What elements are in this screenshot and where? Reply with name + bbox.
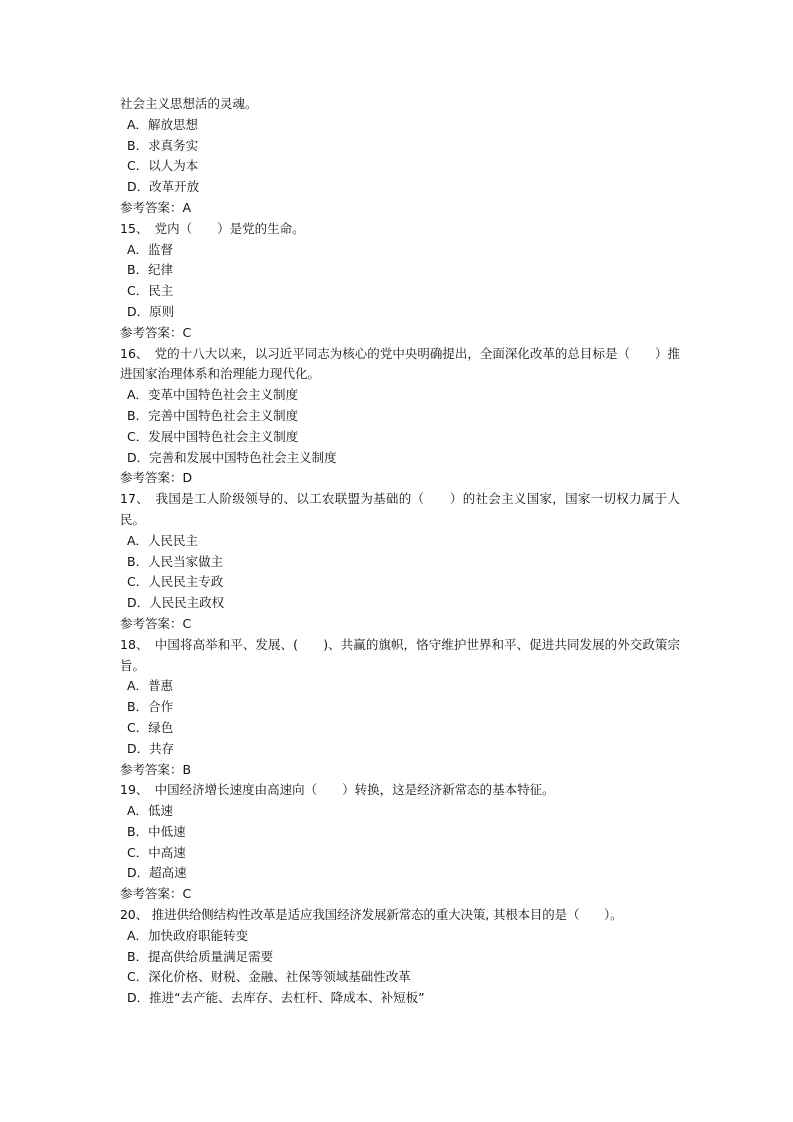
answer-line: 参考答案：C xyxy=(120,324,192,340)
question-stem-18: 18、 中国将高举和平、发展、( )、共赢的旗帜，恪守维护世界和平、促进共同发展的外交政策宗旨。 xyxy=(120,636,680,673)
option-c: C．发展中国特色社会主义制度 xyxy=(127,428,299,444)
option-b: B．人民当家做主 xyxy=(127,553,224,569)
question-stem-17: 17、 我国是工人阶级领导的、以工农联盟为基础的（ ）的社会主义国家，国家一切权力属于人民。 xyxy=(120,491,680,527)
option-a: A．变革中国特色社会主义制度 xyxy=(127,387,299,403)
option-a: A．加快政府职能转变 xyxy=(127,927,249,943)
option-b: B．求真务实 xyxy=(127,137,199,153)
option-c: C．深化价格、财税、金融、社保等领域基础性改革 xyxy=(127,969,411,985)
question-stem-continuation: 社会主义思想活的灵魂。 xyxy=(120,96,258,111)
option-b: B．合作 xyxy=(127,699,174,715)
option-c: C．绿色 xyxy=(127,719,174,735)
option-d: D．原则 xyxy=(127,303,175,319)
option-a: A．人民民主 xyxy=(127,532,199,548)
option-c: C．人民民主专政 xyxy=(127,574,224,590)
option-a: A．解放思想 xyxy=(127,116,199,132)
option-c: C．以人为本 xyxy=(127,158,199,174)
option-c: C．民主 xyxy=(127,283,174,299)
answer-line: 参考答案：C xyxy=(120,615,192,631)
option-b: B．纪律 xyxy=(127,262,174,278)
option-d: D．共存 xyxy=(127,740,175,756)
question-stem-20: 20、 推进供给侧结构性改革是适应我国经济发展新常态的重大决策, 其根本目的是（ ）。 xyxy=(120,907,623,923)
option-d: D．超高速 xyxy=(127,865,187,881)
option-d: D．完善和发展中国特色社会主义制度 xyxy=(127,449,337,465)
question-list xyxy=(120,94,680,1009)
question-stem-15: 15、 党内（ ）是党的生命。 xyxy=(120,220,305,236)
option-a: A．普惠 xyxy=(127,678,174,694)
option-d: D．人民民主政权 xyxy=(127,595,225,611)
option-a: A．监督 xyxy=(127,241,174,257)
answer-line: 参考答案：B xyxy=(120,761,192,777)
option-d: D．改革开放 xyxy=(127,179,200,195)
option-d: D．推进“去产能、去库存、去杠杆、降成本、补短板” xyxy=(127,990,425,1006)
question-stem-16: 16、 党的十八大以来，以习近平同志为核心的党中央明确提出，全面深化改革的总目标是（ ）推进国家治理体系和治理能力现代化。 xyxy=(120,345,680,382)
question-stem-19: 19、 中国经济增长速度由高速向（ ）转换，这是经济新常态的基本特征。 xyxy=(120,782,555,798)
option-b: B．完善中国特色社会主义制度 xyxy=(127,407,299,423)
option-b: B．提高供给质量满足需要 xyxy=(127,948,274,964)
answer-line: 参考答案：A xyxy=(120,199,192,215)
answer-line: 参考答案：C xyxy=(120,886,192,902)
answer-line: 参考答案：D xyxy=(120,470,193,486)
option-c: C．中高速 xyxy=(127,844,186,860)
option-a: A．低速 xyxy=(127,803,174,819)
option-b: B．中低速 xyxy=(127,823,186,839)
